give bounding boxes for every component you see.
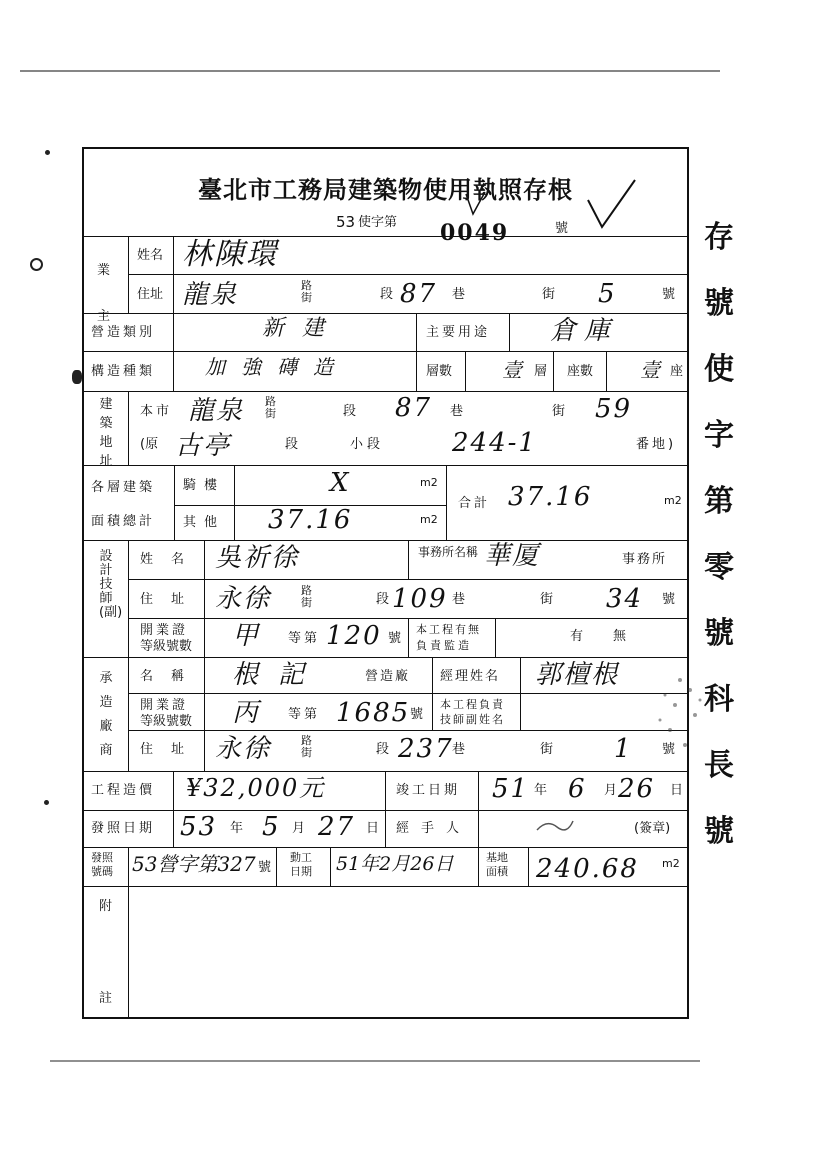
base-label-1: 基地 — [486, 851, 508, 864]
remarks-label-1: 附 — [99, 899, 113, 914]
total-unit: m2 — [664, 494, 682, 507]
owner-road-label: 路街 — [301, 279, 312, 304]
done-day-label: 日 — [670, 783, 684, 798]
page-title: 臺北市工務局建築物使用執照存根 — [198, 175, 573, 204]
contractor-no: 1 — [614, 734, 633, 764]
designer-addr: 永徐 — [215, 584, 272, 614]
site-lane-label: 巷 — [450, 404, 464, 419]
rule — [173, 313, 174, 391]
scan-dot — [45, 150, 50, 155]
rule — [82, 540, 689, 541]
handler-label: 經手人 — [396, 821, 472, 836]
site-sect-label: 段 — [285, 437, 299, 452]
rule — [495, 618, 496, 657]
done-month-label: 月 — [604, 783, 618, 798]
rule — [385, 771, 386, 847]
total-label: 合計 — [458, 496, 491, 511]
rule — [509, 313, 510, 351]
rule — [234, 465, 235, 540]
rule — [478, 771, 479, 847]
designer-sup-label-1: 本工程有無 — [416, 623, 481, 636]
designer-seg-label: 段 — [376, 592, 390, 607]
contractor-addr-label: 住址 — [140, 742, 203, 757]
contractor-road-label: 路街 — [301, 734, 312, 759]
rule — [416, 313, 417, 391]
rule — [128, 657, 129, 771]
done-month: 6 — [568, 774, 587, 804]
remarks-label-2: 註 — [99, 991, 113, 1006]
start-label-1: 動工 — [290, 851, 312, 864]
doc-prefix: 53 — [336, 213, 356, 231]
rule — [173, 236, 174, 313]
owner-name-label: 姓名 — [137, 248, 164, 263]
rule — [432, 657, 433, 730]
contractor-seg-label: 段 — [376, 742, 390, 757]
arcade-value: X — [330, 468, 351, 498]
count-value: 壹 — [640, 358, 662, 382]
designer-lic-no: 120 — [326, 621, 382, 651]
total-value: 37.16 — [508, 482, 593, 512]
rule — [174, 465, 175, 540]
designer-no-label: 號 — [662, 592, 676, 607]
rule — [128, 579, 689, 580]
scan-dot — [72, 370, 82, 384]
owner-seg-label: 段 — [380, 287, 394, 302]
rule — [128, 847, 129, 1019]
contractor-lic-label-2: 等級號數 — [140, 714, 193, 729]
owner-group-label: 業主 — [97, 263, 111, 324]
owner-lane-label: 巷 — [452, 287, 466, 302]
site-street-label: 街 — [552, 404, 566, 419]
designer-group-label: 設計技師(副) — [99, 549, 123, 620]
contractor-addr: 永徐 — [215, 734, 272, 764]
designer-lic-label-1: 開業證 — [140, 623, 189, 638]
ink-smudge — [640, 660, 715, 770]
doc-label: 使字第 — [358, 215, 398, 230]
structure-value: 加強磚造 — [205, 355, 349, 379]
doc-suffix: 號 — [555, 221, 569, 236]
owner-addr: 龍泉 — [182, 280, 239, 310]
build-type: 新建 — [262, 316, 343, 341]
contractor-lic-mid: 等第 — [288, 707, 321, 722]
cost-label: 工程造價 — [91, 783, 156, 798]
done-day: 26 — [618, 774, 656, 804]
issue-day-label: 日 — [366, 821, 380, 836]
base-label-2: 面積 — [486, 865, 508, 878]
permit-label-1: 發照 — [91, 851, 113, 864]
rule — [408, 540, 409, 579]
designer-sup: 有無 — [570, 629, 657, 644]
rule — [520, 657, 521, 730]
scan-dot — [30, 258, 43, 271]
designer-lic-mid: 等第 — [288, 631, 321, 646]
start-label-2: 日期 — [290, 865, 312, 878]
rule — [478, 847, 479, 886]
contractor-lic-grade: 丙 — [232, 698, 261, 728]
rule — [128, 274, 689, 275]
done-year-label: 年 — [534, 783, 548, 798]
site-road-name: 龍泉 — [188, 396, 245, 426]
rule — [82, 391, 689, 392]
contractor-tech-label-1: 本工程負責 — [440, 698, 505, 711]
designer-lane-label: 巷 — [452, 592, 466, 607]
margin-stamp-text: 存號使字第零號科長號 — [704, 220, 734, 849]
contractor-street-label: 街 — [540, 742, 554, 757]
permit-no-label: 號 — [258, 860, 272, 875]
site-no: 59 — [595, 394, 633, 424]
designer-no: 34 — [606, 584, 644, 614]
arcade-label: 騎樓 — [183, 478, 226, 493]
owner-seg: 87 — [400, 279, 438, 309]
rule — [128, 540, 129, 657]
site-lot: 244-1 — [452, 428, 537, 458]
floors-label: 層數 — [426, 364, 453, 379]
base-unit: m2 — [662, 857, 680, 870]
arcade-unit: m2 — [420, 476, 438, 489]
contractor-group-label: 承造廠商 — [99, 671, 113, 758]
other-label: 其他 — [183, 515, 226, 530]
contractor-mgr: 郭檀根 — [535, 660, 620, 690]
designer-name: 吳祈徐 — [215, 543, 300, 573]
site-orig: (原 — [140, 437, 159, 452]
rule — [553, 351, 554, 391]
issue-year-label: 年 — [230, 821, 244, 836]
contractor-mgr-label: 經理姓名 — [440, 669, 501, 684]
site-lot-label: 番地) — [636, 437, 677, 452]
contractor-name: 根記 — [232, 660, 325, 690]
floors-unit: 層 — [534, 364, 548, 379]
floors-value: 壹 — [502, 358, 524, 382]
designer-lic-grade: 甲 — [232, 621, 261, 651]
count-unit: 座 — [670, 364, 684, 379]
rule — [82, 657, 689, 658]
rule — [330, 847, 331, 886]
base-value: 240.68 — [536, 854, 639, 884]
start-value: 51年2月26日 — [336, 853, 454, 875]
contractor-lic-no: 1685 — [336, 698, 411, 728]
contractor-tech-label-2: 技師副姓名 — [440, 713, 505, 726]
build-type-label: 營造類別 — [91, 325, 156, 340]
area-label-1: 各層建築 — [91, 480, 156, 495]
use-value: 倉庫 — [550, 316, 619, 346]
rule — [128, 236, 129, 313]
rule — [173, 771, 174, 847]
contractor-seg-no: 237 — [398, 734, 454, 764]
site-seg-no: 87 — [395, 393, 433, 423]
designer-office-suffix: 事務所 — [622, 552, 668, 567]
area-label-2: 面積總計 — [91, 514, 156, 529]
rule — [204, 540, 205, 657]
rule — [82, 847, 689, 848]
designer-lic-label-2: 等級號數 — [140, 639, 193, 654]
designer-name-label: 姓名 — [140, 552, 203, 567]
rule — [408, 618, 409, 657]
site-road-label: 路街 — [265, 395, 276, 420]
contractor-name-suffix: 營造廠 — [365, 669, 411, 684]
designer-office: 華厦 — [484, 541, 541, 571]
designer-sup-label-2: 負責監造 — [416, 639, 472, 652]
rule — [204, 657, 205, 771]
owner-no-label: 號 — [662, 287, 676, 302]
contractor-lane-label: 巷 — [452, 742, 466, 757]
owner-name: 林陳環 — [182, 237, 278, 272]
contractor-lic-label-1: 開業證 — [140, 698, 189, 713]
rule — [128, 391, 129, 465]
contractor-no-label: 號 — [662, 742, 676, 757]
designer-lic-no-label: 號 — [388, 631, 402, 646]
handler-signature — [535, 815, 575, 835]
permit-value: 53營字第327 — [132, 852, 256, 876]
scan-dot — [44, 800, 49, 805]
structure-label: 構造種類 — [91, 364, 156, 379]
scan-edge-bottom — [50, 1060, 700, 1062]
site-seg-label: 段 — [343, 404, 357, 419]
issue-month-label: 月 — [292, 821, 306, 836]
rule — [446, 465, 447, 540]
seal-label: (簽章) — [634, 821, 671, 836]
rule — [465, 351, 466, 391]
site-sect-name: 古亭 — [175, 431, 232, 461]
site-city: 本市 — [140, 404, 173, 419]
designer-seg-no: 109 — [392, 584, 448, 614]
done-year: 51 — [492, 774, 530, 804]
rule — [128, 693, 689, 694]
owner-street-label: 街 — [542, 287, 556, 302]
site-sub-label: 小段 — [350, 437, 385, 452]
issue-year: 53 — [180, 812, 218, 842]
contractor-name-label: 名稱 — [140, 669, 203, 684]
designer-street-label: 街 — [540, 592, 554, 607]
cost-value: ¥32,000元 — [186, 774, 326, 802]
contractor-lic-no-label: 號 — [410, 707, 424, 722]
site-group-label: 建築地址 — [99, 397, 113, 469]
issue-month: 5 — [262, 812, 281, 842]
doc-number: 0049 — [440, 220, 510, 246]
other-value: 37.16 — [268, 505, 353, 535]
permit-label-2: 號碼 — [91, 865, 113, 878]
use-label: 主要用途 — [426, 325, 491, 340]
designer-office-label: 事務所名稱 — [418, 545, 479, 559]
rule — [528, 847, 529, 886]
owner-no: 5 — [598, 279, 617, 309]
other-unit: m2 — [420, 513, 438, 526]
done-label: 竣工日期 — [396, 783, 461, 798]
rule — [276, 847, 277, 886]
issue-day: 27 — [318, 812, 356, 842]
rule — [82, 886, 689, 887]
rule — [606, 351, 607, 391]
issue-label: 發照日期 — [91, 821, 156, 836]
designer-road-label: 路街 — [301, 584, 312, 609]
owner-addr-label: 住址 — [137, 287, 164, 302]
designer-addr-label: 住址 — [140, 592, 203, 607]
scan-edge-top — [20, 70, 720, 72]
count-label: 座數 — [567, 364, 594, 379]
rule — [128, 730, 689, 731]
